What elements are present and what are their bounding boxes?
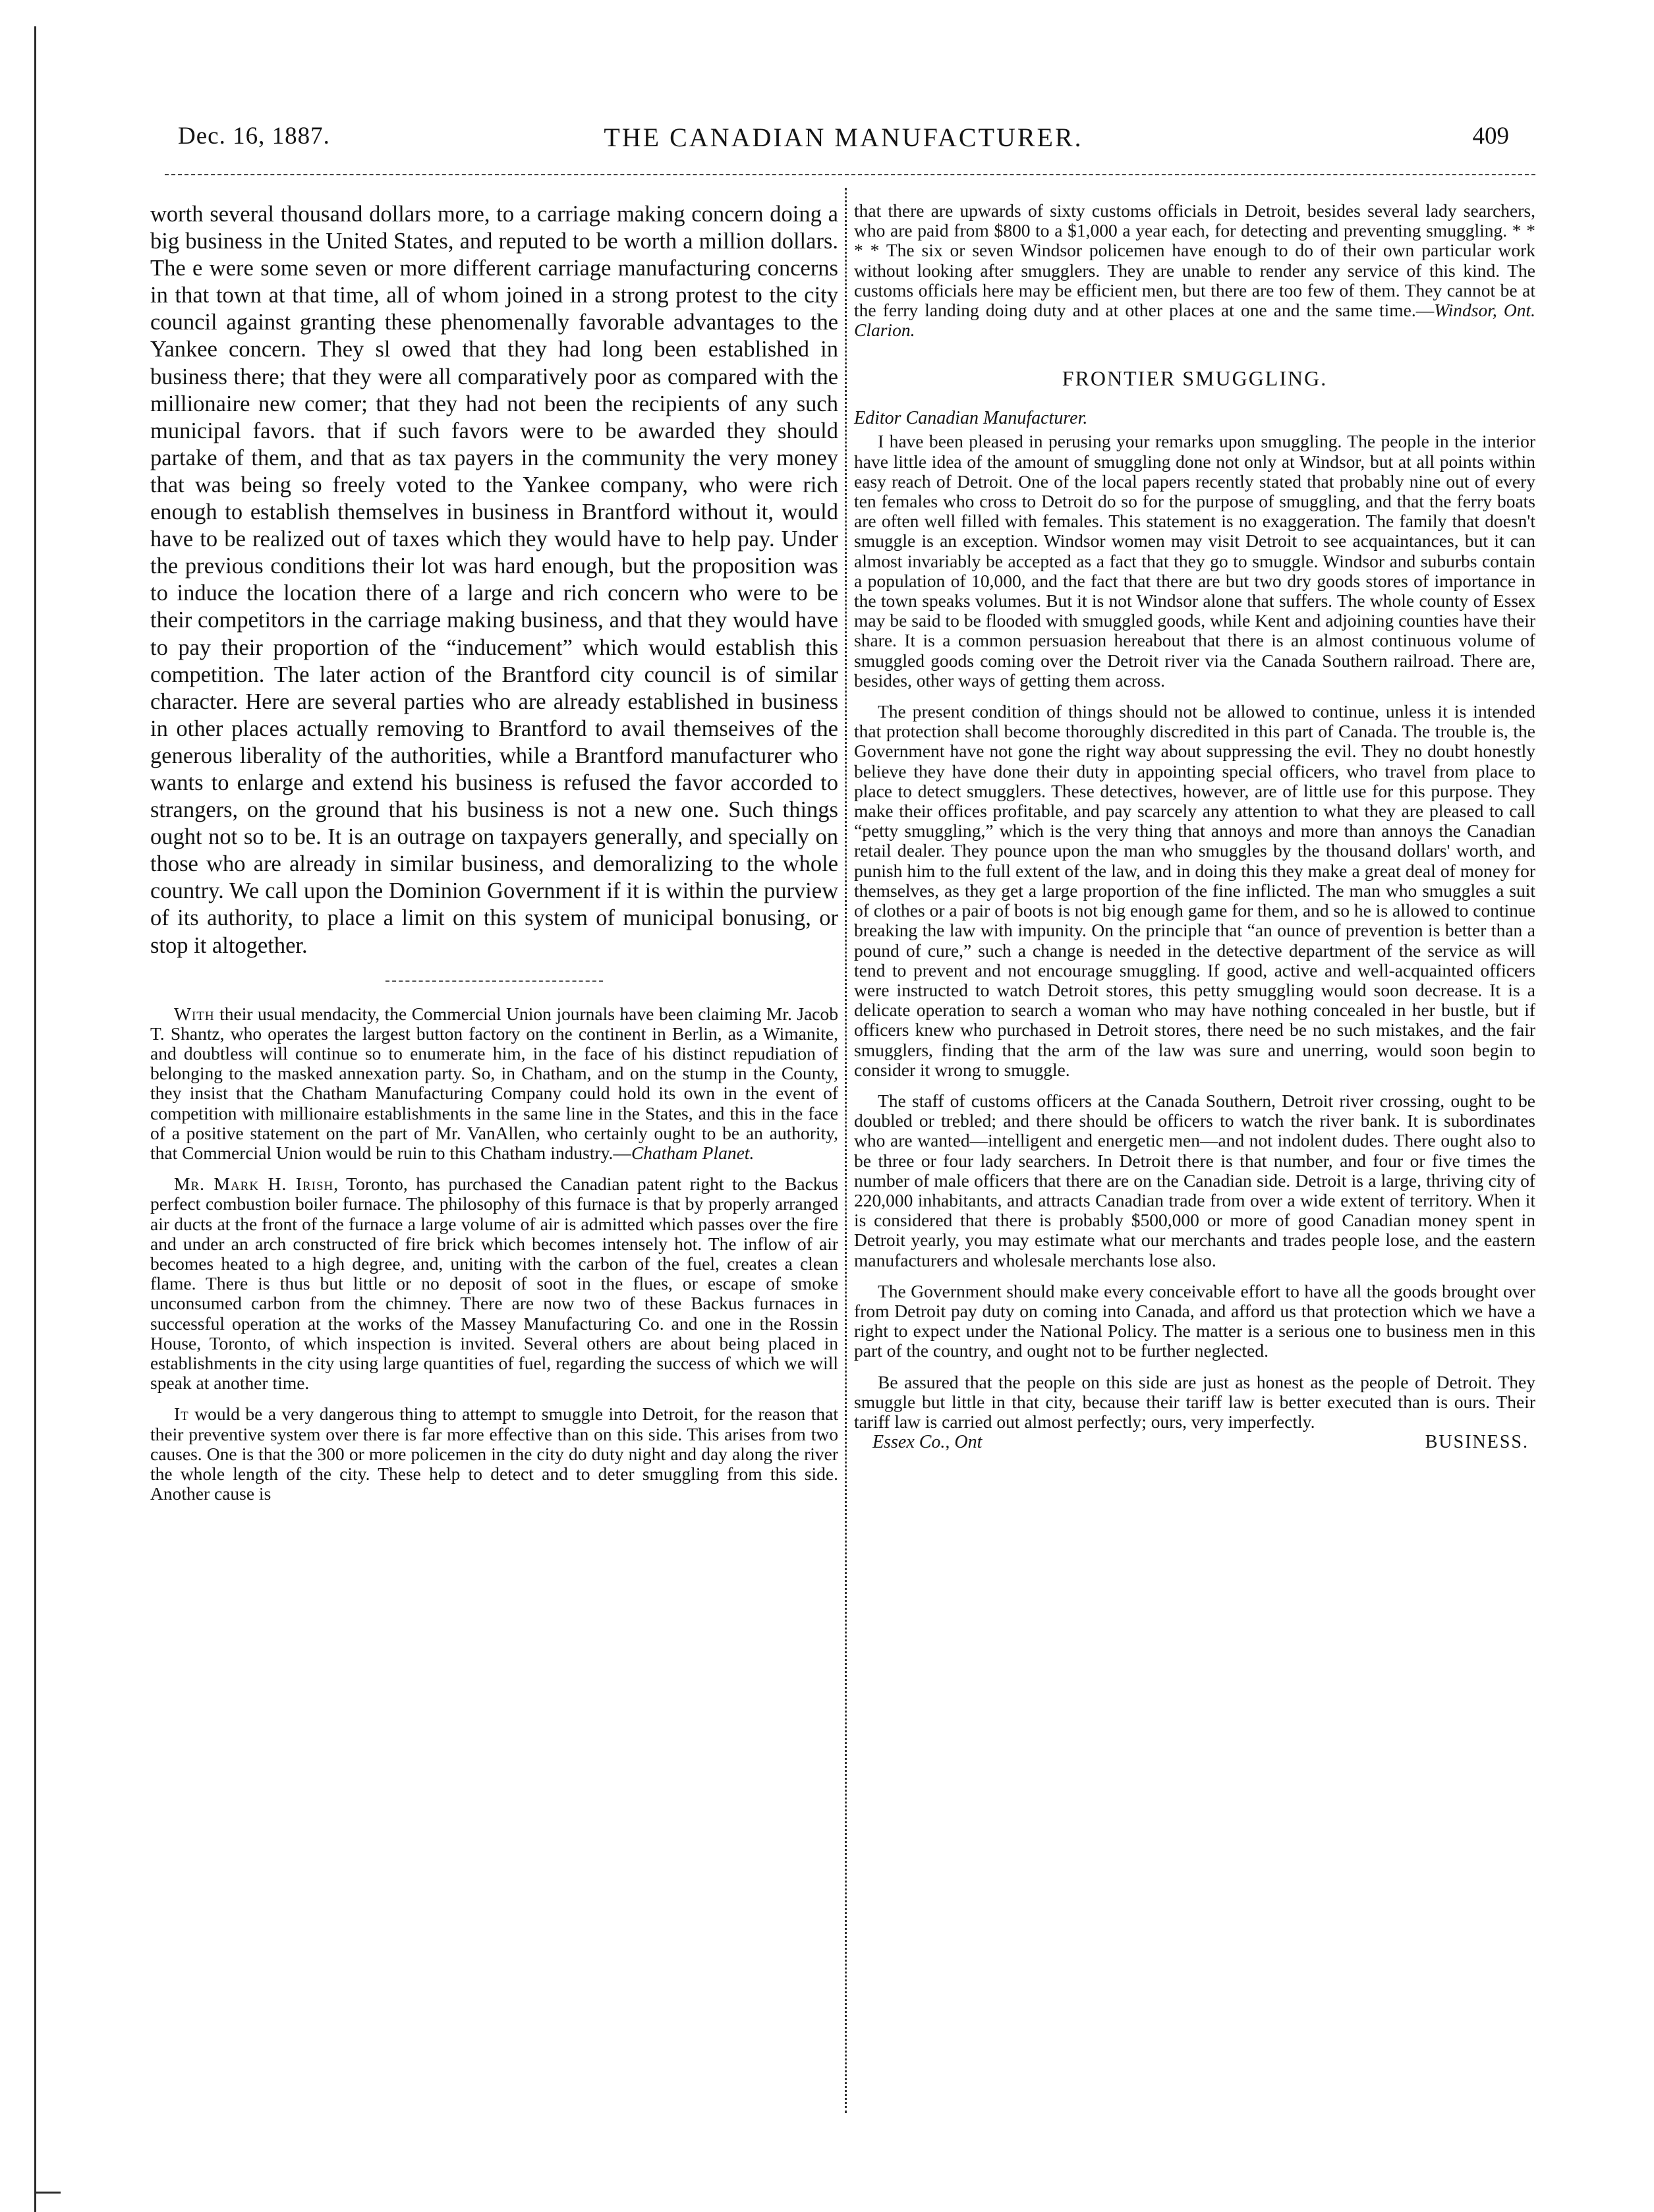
letter-paragraph: The present condition of things should not be allowed to continue, unless it is intended that protection shall become thoroughly discredited in this part of Canada. The trouble is, the Government have not gone the right way about suppressing the evil. They no doubt honestly believe they have done their duty in appointing special officers, who travel from place to place to detect smugglers. These detectives, however, are of little use for this purpose. They make their offices profitable, and pay scarcely any attention to what they are pleased to call “petty smuggling,” which is the very thing that annoys and more than annoys the Canadian retail dealer. They pounce upon the man who smuggles by the thousand dollars' worth, and punish him to the full extent of the law, and in doing this they make a great deal of money for themselves, as they get a large proportion of the fine inflicted. The man who smuggles a suit of clothes or a pair of boots is not big enough game for them, and so he is allowed to continue breaking the law with impunity. On the principle that “an ounce of prevention is better than a pound of cure,” such a change is needed in the detective department of the service as will tend to prevent and not encourage smuggling. If good, active and well-acquainted officers were instructed to watch Detroit stores, this petty smuggling would soon decrease. It is a delicate operation to search a woman who may have nothing concealed in her bustle, but if officers knew who purchased in Detroit stores, there need be no such mistakes, and the fair smugglers, finding that the arm of the law was sure and unerring, would soon begin to consider it wrong to smuggle. [854,701,1535,1080]
letter-paragraph: I have been pleased in perusing your remarks upon smuggling. The people in the interior have little idea of the amount of smuggling done not only at Windsor, but at all points within easy reach of Detroit. One of the local papers recently stated that probably nine out of every ten females who cross to Detroit do so for the purpose of smuggling, and that the ferry boats are often well filled with females. This statement is no exaggeration. The family that doesn't smuggle is an exception. Windsor women may visit Detroit to see acquaintances, but it can almost invariably be accepted as a fact that they go to smuggle. Windsor and suburbs contain a population of 10,000, and the fact that there are but two dry goods stores of importance in the town speaks volumes. But it is not Windsor alone that suffers. The whole county of Essex may be said to be flooded with smuggled goods, while Kent and adjoining counties have their share. It is a common persuasion hereabout that there is an almost continuous volume of smuggled goods coming over the Detroit river via the Canada Southern railroad. There are, besides, other ways of getting them across. [854,431,1535,691]
continuation-body: that there are upwards of sixty customs officials in Detroit, besides several lady searchers, who are paid from $800 to a $1,000 a year each, for detecting and preventing smuggling. * * * * The six or seven Windsor policemen have enough to do of their own particular work without looking after smugglers. They are unable to render any service of this kind. The customs officials here may be efficient men, but there are too few of them. They cannot be at the ferry landing doing duty and at other places at one and the same time.— [854,200,1535,321]
note-detroit-smuggling [150,1404,838,1504]
news-notes [150,1004,838,1504]
continuation-source: Windsor, Ont. Clarion. [854,300,1536,341]
issue-date: Dec. 16, 1887. [178,123,330,150]
note-commercial-union [150,1004,838,1164]
left-column [150,201,838,1504]
page-header [178,122,1509,168]
article-heading: FRONTIER SMUGGLING. [1062,366,1328,391]
letter-salutation: Editor Canadian Manufacturer. [854,408,1088,429]
note-backus-furnace [150,1174,838,1393]
signature-name: BUSINESS. [1425,1432,1529,1453]
signature-place: Essex Co., Ont [872,1432,983,1453]
continuation-text [854,201,1535,340]
section-divider [385,980,603,982]
editorial-continuation [150,201,838,959]
column-divider [845,188,847,2113]
letter-signature [854,1432,1535,1453]
note-lead: It [174,1404,189,1425]
note-body: their usual mendacity, the Commercial Union journals have been claiming Mr. Jacob T. Shantz, who operates the largest button factory on the continent in Berlin, as a Wimanite, and doubtless will continue so to enumerate him, in the face of his distinct repudiation of belonging to the masked annexation party. So, in Chatham, and on the stump in the County, they insist that the Chatham Manufacturing Company could hold its own in the event of competition with millionaire establishments in the same line in the States, and this in the face of a positive statement on the part of Mr. VanAllen, who certainly ought to be an authority, that Commercial Union would be ruin to this Chatham industry.— [150,1003,838,1164]
publication-title: THE CANADIAN MANUFACTURER. [604,123,1083,152]
note-lead: Mr. Mark H. Irish [174,1174,334,1195]
editorial-text: worth several thousand dollars more, to a carriage making concern doing a big business in the United States, and reputed to be worth a million dollars. The e were some seven or more different carriage manufacturing concerns in that town at that time, all of whom joined in a strong protest to the city council against granting these phenomenally favorable advantages to the Yankee concern. They sl owed that they had long been established in business there; that they were all comparatively poor as compared with the millionaire new comer; that they had not been the recipients of any such municipal favors. that if such favors were to be awarded they should partake of them, and that as tax payers in the community the very money that was being so freely voted to the Yankee company, who were rich enough to establish themselves in business in Brantford without it, would have to be realized out of taxes which they would have to help pay. Under the previous conditions their lot was hard enough, but the proposition was to induce the location there of a large and rich concern who were to be their competitors in the carriage making business, and that they would have to pay their proportion of the “inducement” which would establish this competition. The later action of the Brantford city council is of similar character. Here are several parties who are already established in business in other places actually removing to Brantford to avail themseives of the generous liberality of the authorities, while a Brantford manufacturer who wants to enlarge and extend his business is refused the favor accorded to strangers, on the ground that his business is not a new one. Such things ought not so to be. It is an outrage on taxpayers generally, and specially on those who are already in similar business, and demoralizing to the whole country. We call upon the Dominion Government if it is within the purview of its authority, to place a limit on this system of municipal bonusing, or stop it altogether. [150,202,838,958]
note-body: , Toronto, has purchased the Canadian patent right to the Backus perfect combustion boiler furnace. The philosophy of this furnace is that by properly arranged air ducts at the front of the furnace a large volume of air is admitted which passes over the fire and under an arch constructed of fire brick which becomes intensely hot. The inflow of air becomes heated to a high degree, and, uniting with the carbon of the fuel, creates a clean flame. There is thus but little or no deposit of soot in the flues, or escape of smoke unconsumed carbon from the chimney. There are now two of these Backus furnaces in successful operation at the works of the Massey Manufacturing Co. and one in the Rossin House, Toronto, of which inspection is invited. Several others are about being placed in establishments in the city using large quantities of fuel, regarding the success of which we will speak at another time. [150,1174,839,1394]
header-rule [165,174,1535,175]
letter-paragraph: Be assured that the people on this side are just as honest as the people of Detroit. They smuggle but little in that city, because their tariff law is better executed than is ours. Their tariff law is carried out almost perfectly; ours, very imperfectly. [854,1371,1535,1432]
page-edge [34,26,36,2212]
note-source: Chatham Planet. [631,1143,755,1164]
letter-body [854,432,1535,1432]
note-body: would be a very dangerous thing to attempt to smuggle into Detroit, for the reason that their preventive system over there is far more effective than on this side. This arises from two causes. One is that the 300 or more policemen in the city do duty night and day along the river the whole length of the city. These help to detect and to deter smuggling from this side. Another cause is [150,1404,838,1504]
right-column [854,201,1535,1453]
page-edge-foot [34,2192,61,2194]
clarion-continuation [854,201,1535,340]
note-lead: With [174,1003,215,1024]
letter-paragraph: The staff of customs officers at the Canada Southern, Detroit river crossing, ought to be doubled or trebled; and there should be officers to watch the river bank. It is subordinates who are wanted—intelligent and energetic men—and not indolent dudes. There ought also to be three or four lady searchers. In Detroit there is that number, and four or five times the number of male officers that there are on the Canadian side. Detroit is a large, thriving city of 220,000 inhabitants, and attracts Canadian trade from over a wide extent of territory. When it is considered that there is probably $500,000 or more of good Canadian money spent in Detroit yearly, you may estimate what our merchants and trades people lose, and the eastern manufacturers and wholesale merchants lose also. [854,1090,1535,1270]
letter-paragraph: The Government should make every conceivable effort to have all the goods brought over from Detroit pay duty on coming into Canada, and afford us that protection which we have a right to expect under the National Policy. The matter is a serious one to business men in this part of the country, and ought not to be further neglected. [854,1280,1535,1361]
page-number: 409 [1472,123,1509,150]
